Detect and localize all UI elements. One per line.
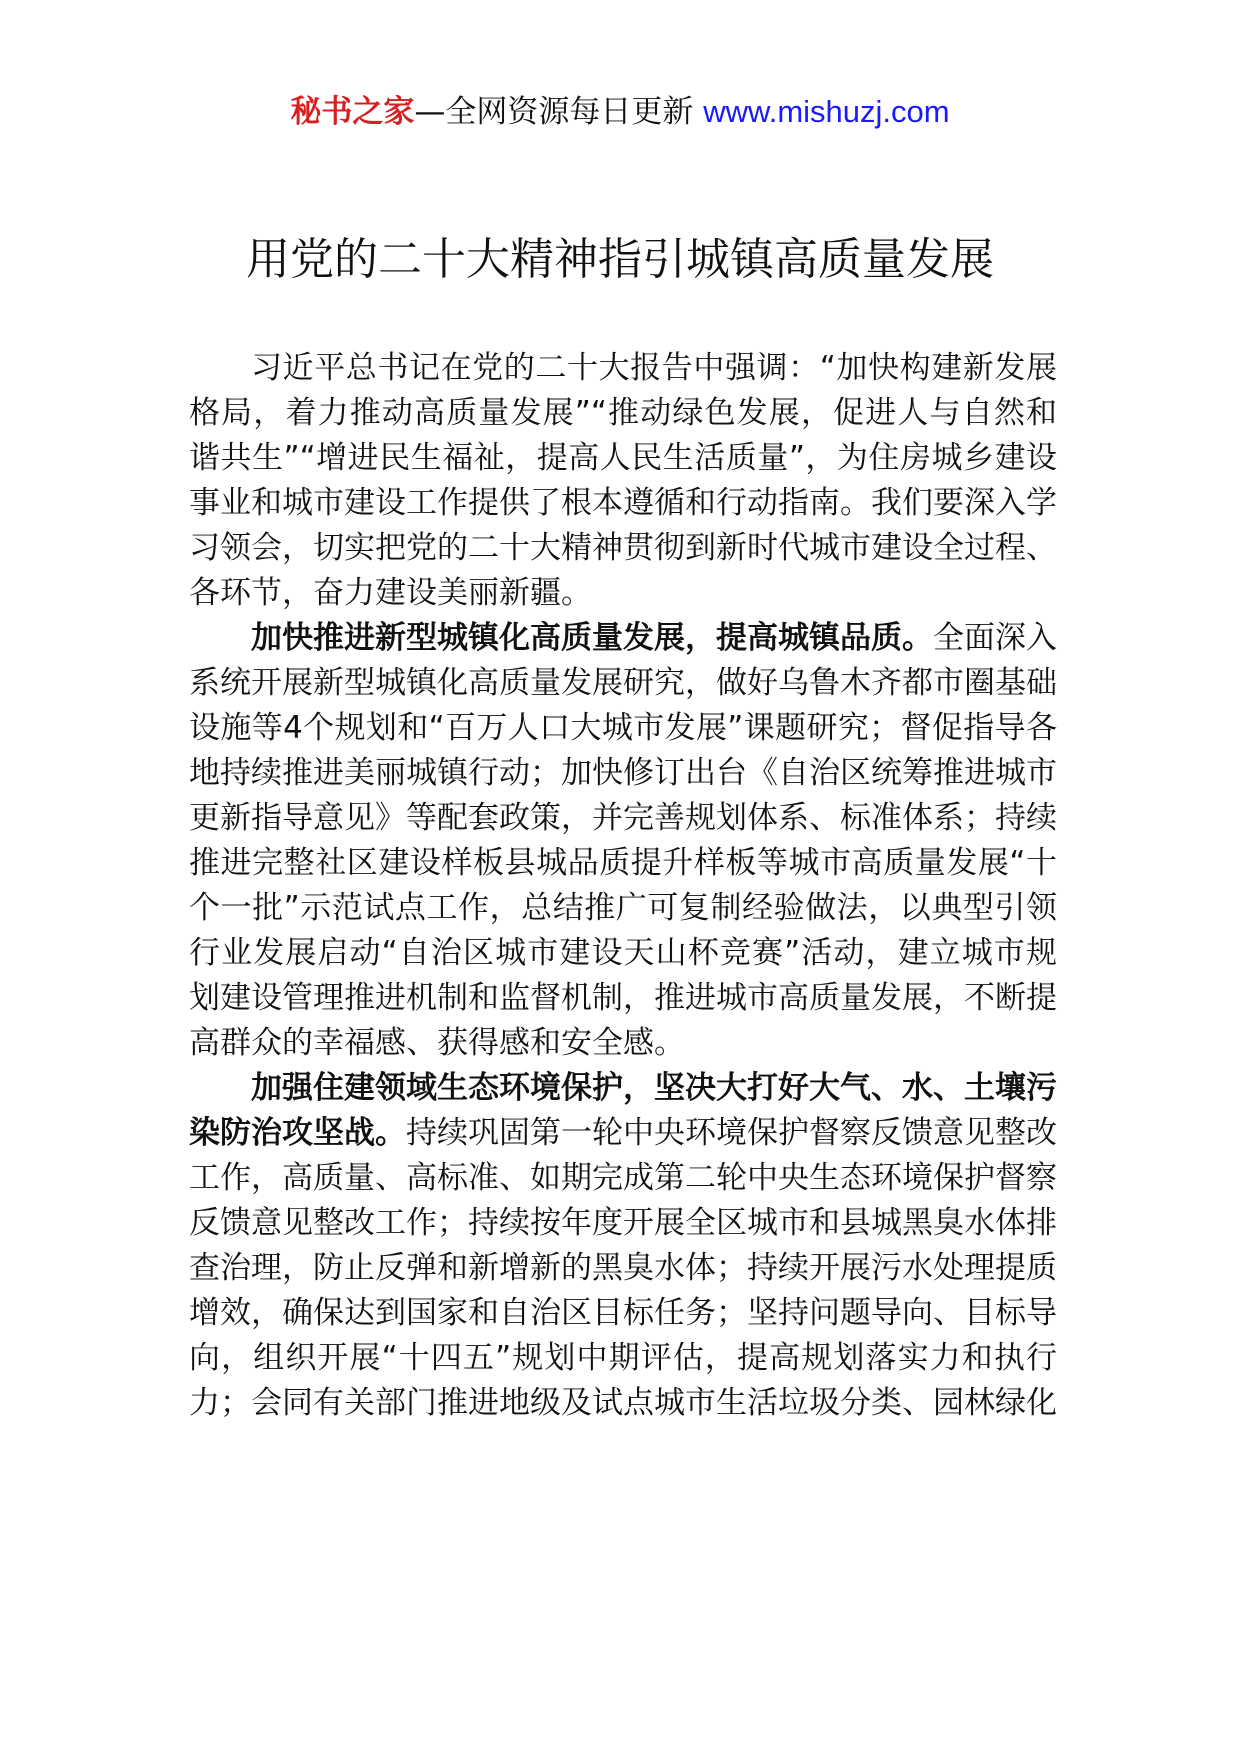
paragraph-lead: 加强住建领域生态环境保护，坚决大打好大气、水、土壤污染防治攻坚战。 — [189, 1070, 1057, 1151]
document-title: 用党的二十大精神指引城镇高质量发展 — [246, 234, 994, 285]
site-brand: 秘书之家 — [290, 94, 415, 130]
paragraph-urbanization — [189, 616, 1057, 1066]
site-header — [0, 92, 1240, 132]
paragraph-text: 持续巩固第一轮中央环境保护督察反馈意见整改工作，高质量、高标准、如期完成第二轮中央生态环境保护督察反馈意见整改工作；持续按年度开展全区城市和县城黑臭水体排查治理，防止反弹和新增新的黑臭水体；持续开展污水处理提质增效，确保达到国家和自治区目标任务；坚持问题导向、目标导向，组织开展“十四五”规划中期评估，提高规划落实力和执行力；会同有关部门推进地级及试点城市生活垃圾分类、园林绿化 — [189, 1115, 1057, 1421]
paragraph-intro — [189, 346, 1057, 616]
document-body — [189, 346, 1057, 1426]
paragraph-text: 全面深入系统开展新型城镇化高质量发展研究，做好乌鲁木齐都市圈基础设施等4个规划和“百万人口大城市发展”课题研究；督促指导各地持续推进美丽城镇行动；加快修订出台《自治区统筹推进城市更新指导意见》等配套政策，并完善规划体系、标准体系；持续推进完整社区建设样板县城品质提升样板等城市高质量发展“十个一批”示范试点工作，总结推广可复制经验做法，以典型引领行业发展启动“自治区城市建设天山杯竞赛”活动，建立城市规划建设管理推进机制和监督机制，推进城市高质量发展，不断提高群众的幸福感、获得感和安全感。 — [189, 620, 1057, 1061]
site-slogan: —全网资源每日更新 — [414, 94, 694, 130]
paragraph-text: 习近平总书记在党的二十大报告中强调：“加快构建新发展格局，着力推动高质量发展”“推动绿色发展，促进人与自然和谐共生”“增进民生福祉，提高人民生活质量”，为住房城乡建设事业和城市建设工作提供了根本遵循和行动指南。我们要深入学习领会，切实把党的二十大精神贯彻到新时代城市建设全过程、各环节，奋力建设美丽新疆。 — [189, 350, 1057, 611]
paragraph-lead: 加快推进新型城镇化高质量发展，提高城镇品质。 — [251, 620, 933, 656]
paragraph-ecology — [189, 1066, 1057, 1426]
site-url-link[interactable]: www.mishuzj.com — [703, 94, 950, 129]
